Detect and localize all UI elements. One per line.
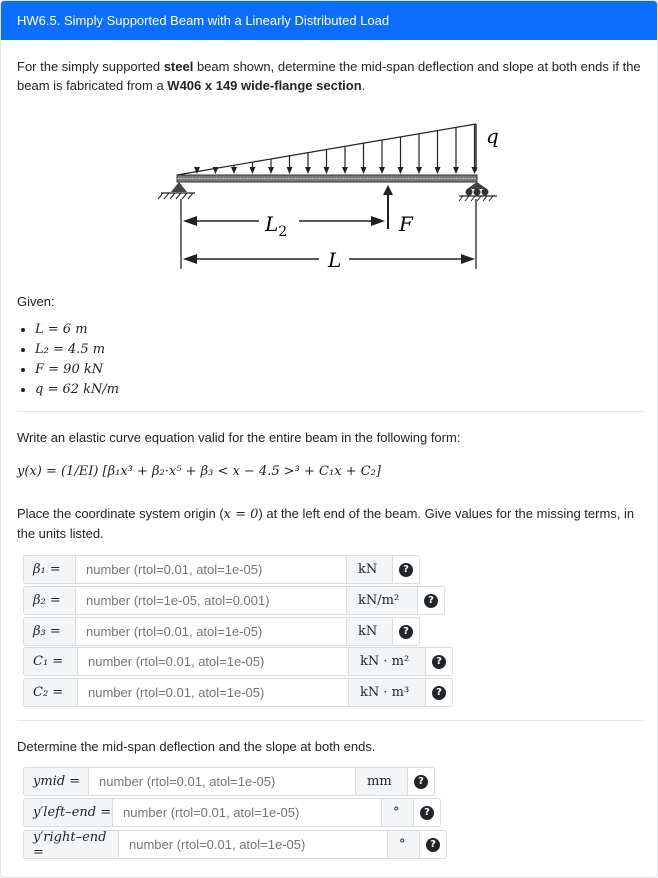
input-row-ymid [23, 767, 435, 796]
part2-instruction: Determine the mid-span deflection and the slope at both ends. [17, 739, 376, 754]
question-circle-icon: ? [432, 655, 446, 669]
c2-label: C₂ = [23, 678, 77, 707]
c2-help-button[interactable] [426, 678, 453, 707]
load-label: q [486, 124, 499, 148]
given-item: • L₂ = 4.5 m [35, 340, 119, 360]
question-header [1, 1, 658, 40]
ymid-unit: mm [356, 767, 408, 796]
load-arrow-head [305, 167, 311, 174]
load-arrow-head [231, 167, 237, 174]
beta2-label: β₂ = [23, 586, 75, 615]
given-heading: Given: [17, 294, 55, 309]
slope-right-help-button[interactable] [420, 830, 447, 859]
slope-left-label: y′left–end = [23, 798, 112, 827]
beam-diagram [141, 119, 521, 274]
question-title: HW6.5. Simply Supported Beam with a Linearly Distributed Load [17, 13, 390, 28]
given-list [17, 320, 119, 400]
question-circle-icon: ? [420, 806, 434, 820]
elastic-curve-equation: y(x) = (1/EI) [β₁x³ + β₂·x⁵ + β₃ < x − 4.5 >³ + C₁x + C₂] [17, 464, 381, 479]
load-arrow-head [435, 167, 441, 174]
load-arrow-head [398, 167, 404, 174]
load-arrows [194, 124, 478, 174]
load-arrow-head [379, 167, 385, 174]
input-row-beta2 [23, 586, 445, 615]
load-arrow-head [342, 167, 348, 174]
ymid-input[interactable] [88, 767, 356, 796]
origin-instruction: Place the coordinate system origin (x = 0) at the left end of the beam. Give values for the missing terms, in the units listed. [17, 506, 635, 541]
roller-support-right [459, 182, 497, 201]
pin-support-left [158, 182, 195, 199]
given-item: • q = 62 kN/m [35, 380, 119, 400]
load-arrow-head [268, 167, 274, 174]
force-label: F [399, 212, 413, 236]
beta3-label: β₃ = [23, 617, 75, 646]
load-arrow-head [324, 167, 330, 174]
input-row-beta3 [23, 617, 420, 646]
input-row-c2 [23, 678, 453, 707]
question-circle-icon: ? [426, 838, 440, 852]
ymid-help-button[interactable] [408, 767, 435, 796]
load-arrow-head [194, 167, 200, 174]
c2-unit: kN · m³ [349, 678, 426, 707]
dimension-L2-label: $L_2$ [265, 212, 288, 240]
beta3-unit: kN [347, 617, 393, 646]
section-divider [17, 720, 643, 721]
c1-input[interactable] [77, 647, 349, 676]
beta1-unit: kN [347, 555, 393, 584]
part1-instruction: Write an elastic curve equation valid for the entire beam in the following form: [17, 430, 461, 445]
dimension-L-label: L [328, 248, 342, 272]
beta1-input[interactable] [75, 555, 347, 584]
slope-left-help-button[interactable] [414, 798, 441, 827]
slope-right-label: y′right–end = [23, 830, 118, 859]
load-arrow-head [250, 167, 256, 174]
load-arrow-head [416, 167, 422, 174]
question-circle-icon: ? [399, 563, 413, 577]
question-circle-icon: ? [399, 625, 413, 639]
question-circle-icon: ? [432, 686, 446, 700]
slope-right-unit: ° [388, 830, 420, 859]
load-arrow-head [361, 167, 367, 174]
beta3-input[interactable] [75, 617, 347, 646]
load-arrow-head [213, 167, 219, 174]
load-arrow-head [453, 167, 459, 174]
given-item: • F = 90 kN [35, 360, 119, 380]
c1-label: C₁ = [23, 647, 77, 676]
beta2-input[interactable] [75, 586, 347, 615]
beta2-help-button[interactable] [418, 586, 445, 615]
slope-left-input[interactable] [112, 798, 382, 827]
given-item: • L = 6 m [35, 320, 119, 340]
question-circle-icon: ? [424, 594, 438, 608]
beta2-unit: kN/m² [347, 586, 418, 615]
c1-unit: kN · m² [349, 647, 426, 676]
input-row-slope-left [23, 798, 441, 827]
input-row-beta1 [23, 555, 420, 584]
beta3-help-button[interactable] [393, 617, 420, 646]
input-row-c1 [23, 647, 453, 676]
problem-statement: For the simply supported steel beam shown, determine the mid-span deflection and slope at both ends if the beam is fabricated from a W406 x 149 wide-flange section. [17, 59, 641, 93]
slope-right-input[interactable] [118, 830, 388, 859]
c1-help-button[interactable] [426, 647, 453, 676]
beta1-label: β₁ = [23, 555, 75, 584]
c2-input[interactable] [77, 678, 349, 707]
ymid-label: ymid = [23, 767, 88, 796]
load-arrow-head [287, 167, 293, 174]
input-row-slope-right [23, 830, 447, 859]
question-circle-icon: ? [414, 775, 428, 789]
section-divider [17, 411, 643, 412]
slope-left-unit: ° [382, 798, 414, 827]
beta1-help-button[interactable] [393, 555, 420, 584]
